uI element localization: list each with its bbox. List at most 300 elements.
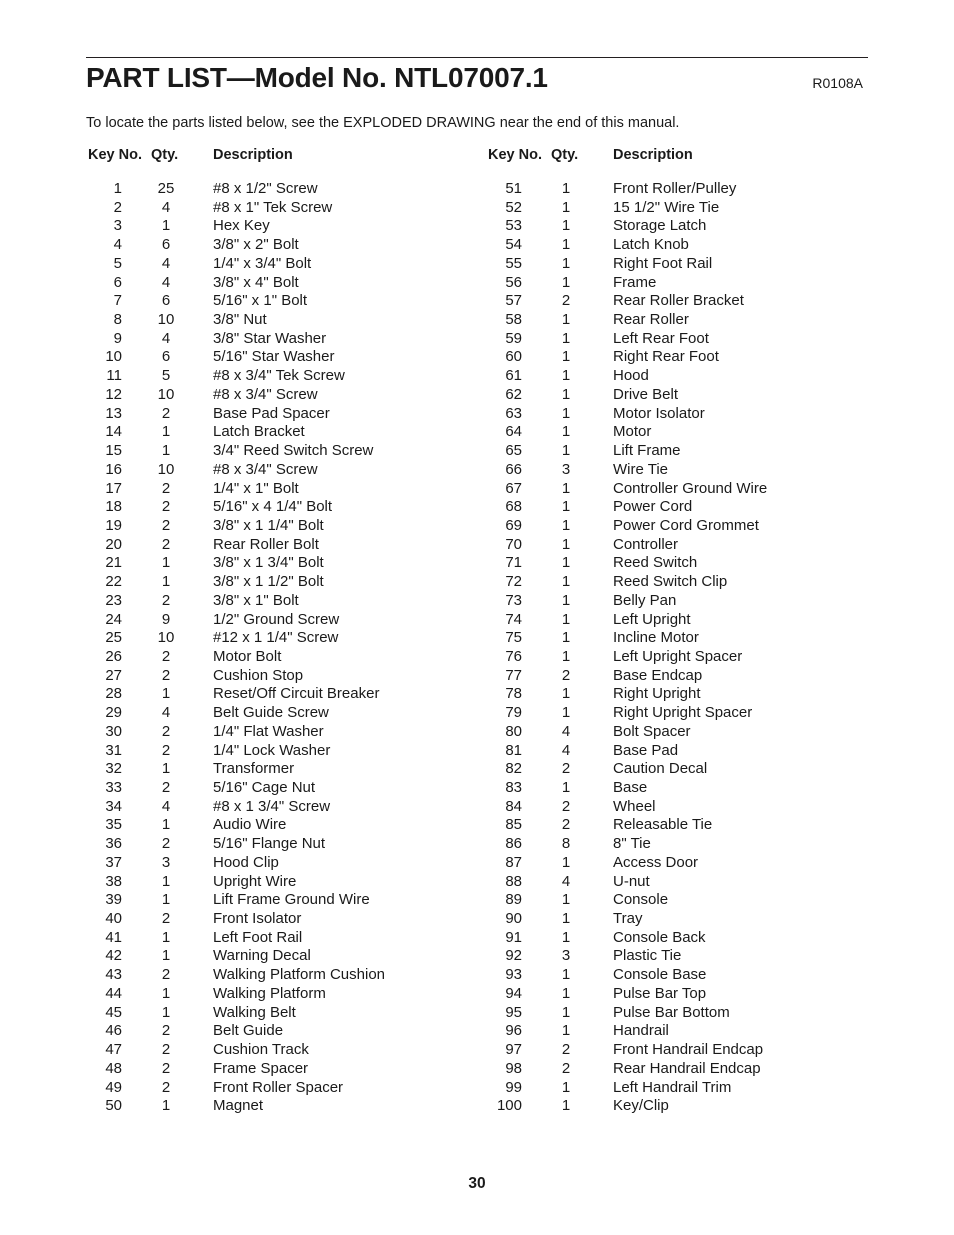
part-qty: 1 [561, 423, 571, 441]
part-key-no: 1 [113, 180, 122, 197]
part-row [86, 180, 466, 199]
part-row [86, 611, 466, 630]
part-key-no: 76 [505, 647, 522, 665]
part-row [486, 910, 866, 929]
part-qty: 2 [161, 647, 171, 665]
part-key-no: 30 [105, 722, 122, 740]
part-key-no: 97 [505, 1041, 522, 1059]
part-description: 5/16" Cage Nut [213, 779, 316, 796]
part-key-no: 45 [105, 1003, 122, 1021]
part-qty: 2 [161, 535, 171, 553]
part-row [486, 255, 866, 274]
part-key-no: 100 [496, 1097, 522, 1115]
part-description: Releasable Tie [613, 816, 713, 834]
part-row [86, 274, 466, 293]
part-qty: 1 [161, 442, 171, 460]
part-row [86, 629, 466, 648]
part-key-no: 43 [105, 966, 122, 984]
part-row [86, 648, 466, 667]
part-row [86, 442, 466, 461]
part-row [486, 629, 866, 648]
part-qty: 1 [561, 629, 571, 647]
part-description: Right Rear Foot [613, 348, 719, 366]
part-row [86, 217, 466, 236]
part-qty: 2 [561, 797, 571, 815]
part-row [86, 835, 466, 854]
part-row [486, 742, 866, 761]
part-key-no: 13 [105, 404, 122, 422]
part-row [486, 1041, 866, 1060]
part-key-no: 91 [505, 928, 522, 946]
part-description: Latch Knob [613, 236, 689, 254]
part-key-no: 6 [113, 273, 122, 291]
part-description: 3/8" x 1 1/2" Bolt [213, 573, 324, 591]
part-qty: 1 [561, 966, 571, 984]
part-description: Lift Frame [613, 442, 681, 460]
part-qty: 3 [561, 947, 571, 965]
part-qty: 1 [161, 947, 171, 965]
part-row [86, 292, 466, 311]
document-code: R0108A [812, 75, 863, 91]
part-description: U-nut [613, 872, 650, 890]
part-description: Storage Latch [613, 217, 707, 235]
part-key-no: 69 [505, 516, 522, 534]
part-key-no: 38 [105, 872, 122, 890]
top-rule [86, 57, 868, 58]
part-qty: 8 [561, 835, 571, 853]
part-key-no: 42 [105, 947, 122, 965]
part-description: Bolt Spacer [613, 722, 691, 740]
part-qty: 2 [561, 1041, 571, 1059]
part-qty: 2 [561, 816, 571, 834]
part-row [486, 292, 866, 311]
part-description: Audio Wire [213, 816, 287, 834]
part-qty: 1 [161, 1003, 171, 1021]
part-row [86, 311, 466, 330]
part-description: Right Upright [613, 685, 701, 703]
part-key-no: 26 [105, 647, 122, 665]
part-qty: 4 [161, 329, 171, 347]
part-description: Controller Ground Wire [613, 479, 768, 497]
part-description: Key/Clip [613, 1097, 669, 1115]
part-row [86, 517, 466, 536]
header-description: Description [613, 147, 693, 163]
part-key-no: 63 [505, 404, 522, 422]
part-qty: 3 [561, 460, 571, 478]
part-qty: 1 [561, 217, 571, 235]
part-row [486, 348, 866, 367]
part-description: 15 1/2" Wire Tie [613, 198, 720, 216]
part-description: Magnet [213, 1097, 264, 1115]
part-qty: 5 [161, 367, 171, 385]
part-description: Plastic Tie [613, 947, 682, 965]
part-description: Belt Guide [213, 1022, 284, 1040]
part-key-no: 47 [105, 1041, 122, 1059]
part-description: Belly Pan [613, 591, 677, 609]
part-key-no: 32 [105, 760, 122, 778]
part-description: 1/4" x 1" Bolt [213, 479, 299, 497]
part-description: 3/4" Reed Switch Screw [213, 442, 374, 460]
part-description: Right Foot Rail [613, 254, 713, 272]
parts-column-right [486, 145, 866, 1116]
part-qty: 1 [561, 591, 571, 609]
part-description: 3/8" x 1 1/4" Bolt [213, 516, 324, 534]
part-row [486, 236, 866, 255]
part-key-no: 54 [505, 236, 522, 254]
part-qty: 2 [161, 779, 171, 796]
part-key-no: 85 [505, 816, 522, 834]
part-qty: 1 [561, 180, 571, 197]
part-row [486, 723, 866, 742]
part-qty: 10 [157, 629, 175, 647]
part-qty: 10 [157, 460, 175, 478]
part-row [86, 873, 466, 892]
part-key-no: 73 [505, 591, 522, 609]
part-row [86, 910, 466, 929]
part-description: Console Base [613, 966, 707, 984]
part-row [86, 854, 466, 873]
parts-list-left [86, 180, 466, 1116]
part-row [86, 461, 466, 480]
part-row [486, 667, 866, 686]
part-row [486, 854, 866, 873]
part-key-no: 87 [505, 853, 522, 871]
part-row [86, 236, 466, 255]
part-qty: 4 [161, 198, 171, 216]
part-description: Frame [613, 273, 657, 291]
part-row [486, 1022, 866, 1041]
part-key-no: 8 [113, 311, 122, 329]
part-description: Front Roller/Pulley [613, 180, 737, 197]
part-row [486, 1097, 866, 1116]
part-row [486, 573, 866, 592]
part-row [486, 180, 866, 199]
part-key-no: 59 [505, 329, 522, 347]
part-row [486, 685, 866, 704]
part-description: Warning Decal [213, 947, 311, 965]
part-qty: 1 [561, 273, 571, 291]
part-qty: 1 [561, 236, 571, 254]
part-row [86, 367, 466, 386]
part-row [486, 386, 866, 405]
part-description: 8" Tie [613, 835, 651, 853]
part-key-no: 7 [113, 292, 122, 310]
header-description: Description [213, 147, 293, 163]
part-description: Pulse Bar Top [613, 984, 707, 1002]
part-description: Walking Belt [213, 1003, 296, 1021]
part-description: Motor [613, 423, 652, 441]
part-row [486, 798, 866, 817]
part-description: #8 x 3/4" Tek Screw [213, 367, 345, 385]
part-row [486, 330, 866, 349]
part-row [486, 947, 866, 966]
part-qty: 1 [561, 573, 571, 591]
part-qty: 2 [161, 666, 171, 684]
part-qty: 1 [561, 535, 571, 553]
part-qty: 2 [561, 292, 571, 310]
part-qty: 1 [161, 760, 171, 778]
part-key-no: 41 [105, 928, 122, 946]
part-key-no: 75 [505, 629, 522, 647]
part-qty: 1 [561, 1097, 571, 1115]
part-qty: 1 [161, 423, 171, 441]
part-row [86, 985, 466, 1004]
part-qty: 2 [161, 1078, 171, 1096]
header-key-no: Key No. [88, 147, 142, 163]
part-row [86, 405, 466, 424]
part-qty: 1 [561, 928, 571, 946]
part-description: 3/8" x 1 3/4" Bolt [213, 554, 324, 572]
page-number: 30 [468, 1175, 486, 1192]
part-key-no: 46 [105, 1022, 122, 1040]
part-description: Access Door [613, 853, 699, 871]
part-key-no: 19 [105, 516, 122, 534]
part-key-no: 12 [105, 385, 122, 403]
part-qty: 4 [161, 704, 171, 722]
part-row [86, 573, 466, 592]
part-row [486, 779, 866, 798]
part-qty: 25 [157, 180, 175, 197]
part-row [86, 1004, 466, 1023]
part-description: Front Handrail Endcap [613, 1041, 764, 1059]
part-key-no: 9 [113, 329, 122, 347]
part-key-no: 53 [505, 217, 522, 235]
part-key-no: 33 [105, 779, 122, 796]
part-key-no: 71 [505, 554, 522, 572]
part-key-no: 94 [505, 984, 522, 1002]
part-row [486, 274, 866, 293]
part-qty: 4 [161, 273, 171, 291]
part-row [486, 405, 866, 424]
part-description: Wire Tie [613, 460, 669, 478]
part-qty: 1 [561, 779, 571, 796]
part-row [486, 985, 866, 1004]
part-description: Left Foot Rail [213, 928, 303, 946]
part-description: Base [613, 779, 648, 796]
part-key-no: 99 [505, 1078, 522, 1096]
part-description: Hood Clip [213, 853, 279, 871]
part-key-no: 77 [505, 666, 522, 684]
part-qty: 2 [161, 404, 171, 422]
part-row [86, 498, 466, 517]
part-key-no: 80 [505, 722, 522, 740]
part-qty: 9 [161, 610, 171, 628]
page-title: PART LIST—Model No. NTL07007.1 [86, 62, 548, 93]
part-description: Hex Key [213, 217, 270, 235]
part-description: Reed Switch [613, 554, 698, 572]
part-qty: 2 [161, 479, 171, 497]
part-qty: 1 [561, 891, 571, 909]
part-row [486, 760, 866, 779]
part-row [86, 348, 466, 367]
part-key-no: 49 [105, 1078, 122, 1096]
part-description: 5/16" Flange Nut [213, 835, 326, 853]
part-description: Front Roller Spacer [213, 1078, 344, 1096]
part-description: 3/8" x 4" Bolt [213, 273, 299, 291]
part-description: Latch Bracket [213, 423, 305, 441]
part-description: 3/8" Nut [213, 311, 267, 329]
header-qty: Qty. [551, 147, 579, 163]
part-qty: 1 [561, 1003, 571, 1021]
part-key-no: 34 [105, 797, 122, 815]
part-description: Walking Platform Cushion [213, 966, 386, 984]
part-row [86, 1041, 466, 1060]
part-description: Right Upright Spacer [613, 704, 753, 722]
part-description: Upright Wire [213, 872, 297, 890]
part-description: Motor Bolt [213, 647, 282, 665]
part-qty: 1 [161, 1097, 171, 1115]
part-qty: 6 [161, 348, 171, 366]
column-header [486, 145, 866, 165]
part-key-no: 98 [505, 1059, 522, 1077]
part-description: Rear Roller [613, 311, 689, 329]
part-description: Base Pad Spacer [213, 404, 330, 422]
part-qty: 2 [161, 498, 171, 516]
part-qty: 1 [561, 647, 571, 665]
part-row [86, 386, 466, 405]
part-qty: 2 [161, 1059, 171, 1077]
part-qty: 10 [157, 385, 175, 403]
column-header [86, 145, 466, 165]
part-description: Cushion Track [213, 1041, 309, 1059]
part-qty: 1 [561, 498, 571, 516]
part-key-no: 17 [105, 479, 122, 497]
part-qty: 1 [161, 872, 171, 890]
part-description: Walking Platform [213, 984, 326, 1002]
part-description: Frame Spacer [213, 1059, 309, 1077]
part-description: Reed Switch Clip [613, 573, 728, 591]
part-qty: 1 [561, 1078, 571, 1096]
part-key-no: 28 [105, 685, 122, 703]
part-row [486, 873, 866, 892]
part-row [86, 760, 466, 779]
part-qty: 1 [561, 984, 571, 1002]
part-description: 3/8" Star Washer [213, 329, 327, 347]
part-key-no: 74 [505, 610, 522, 628]
part-key-no: 81 [505, 741, 522, 759]
part-row [86, 536, 466, 555]
part-key-no: 25 [105, 629, 122, 647]
part-row [86, 554, 466, 573]
part-description: Reset/Off Circuit Breaker [213, 685, 380, 703]
part-key-no: 86 [505, 835, 522, 853]
part-qty: 1 [161, 573, 171, 591]
part-description: Rear Roller Bolt [213, 535, 319, 553]
part-qty: 1 [561, 404, 571, 422]
part-description: Hood [613, 367, 649, 385]
part-description: Motor Isolator [613, 404, 705, 422]
part-qty: 1 [561, 685, 571, 703]
part-row [486, 311, 866, 330]
part-row [486, 217, 866, 236]
part-description: Controller [613, 535, 679, 553]
part-row [486, 966, 866, 985]
part-qty: 4 [561, 722, 571, 740]
part-description: 5/16" x 4 1/4" Bolt [213, 498, 333, 516]
part-qty: 1 [561, 367, 571, 385]
part-row [86, 816, 466, 835]
part-key-no: 72 [505, 573, 522, 591]
part-row [486, 611, 866, 630]
part-row [86, 779, 466, 798]
part-qty: 1 [561, 704, 571, 722]
part-key-no: 36 [105, 835, 122, 853]
parts-list-right [486, 180, 866, 1116]
part-row [486, 1060, 866, 1079]
part-row [486, 929, 866, 948]
part-qty: 1 [561, 198, 571, 216]
part-qty: 3 [161, 853, 171, 871]
part-row [486, 816, 866, 835]
part-row [86, 1079, 466, 1098]
part-qty: 6 [161, 292, 171, 310]
part-description: Power Cord [613, 498, 693, 516]
part-description: Power Cord Grommet [613, 516, 759, 534]
part-description: Left Handrail Trim [613, 1078, 732, 1096]
part-key-no: 40 [105, 910, 122, 928]
part-description: 1/4" Flat Washer [213, 722, 324, 740]
part-qty: 1 [561, 910, 571, 928]
part-key-no: 57 [505, 292, 522, 310]
part-key-no: 95 [505, 1003, 522, 1021]
part-row [86, 1060, 466, 1079]
part-description: 5/16" Star Washer [213, 348, 335, 366]
header-qty: Qty. [151, 147, 179, 163]
part-key-no: 66 [505, 460, 522, 478]
part-key-no: 61 [505, 367, 522, 385]
part-qty: 2 [561, 760, 571, 778]
part-key-no: 29 [105, 704, 122, 722]
part-description: Rear Handrail Endcap [613, 1059, 761, 1077]
part-qty: 1 [161, 928, 171, 946]
part-key-no: 96 [505, 1022, 522, 1040]
part-key-no: 11 [106, 367, 122, 385]
part-key-no: 89 [505, 891, 522, 909]
part-qty: 1 [161, 217, 171, 235]
header-key-no: Key No. [488, 147, 542, 163]
part-key-no: 3 [113, 217, 122, 235]
part-key-no: 51 [505, 180, 522, 197]
part-qty: 1 [161, 685, 171, 703]
part-key-no: 58 [505, 311, 522, 329]
part-qty: 1 [561, 348, 571, 366]
part-row [86, 891, 466, 910]
part-row [86, 929, 466, 948]
part-description: #8 x 3/4" Screw [213, 460, 318, 478]
part-row [486, 891, 866, 910]
part-key-no: 24 [105, 610, 122, 628]
part-description: Transformer [213, 760, 295, 778]
part-description: Base Pad [613, 741, 679, 759]
part-qty: 1 [161, 554, 171, 572]
part-row [86, 685, 466, 704]
part-description: Incline Motor [613, 629, 699, 647]
part-qty: 2 [161, 741, 171, 759]
part-key-no: 39 [105, 891, 122, 909]
part-qty: 1 [561, 385, 571, 403]
part-qty: 2 [161, 835, 171, 853]
part-qty: 1 [561, 442, 571, 460]
part-description: Base Endcap [613, 666, 703, 684]
part-key-no: 62 [505, 385, 522, 403]
part-row [86, 742, 466, 761]
part-key-no: 2 [113, 198, 122, 216]
part-key-no: 92 [505, 947, 522, 965]
part-description: Front Isolator [213, 910, 302, 928]
part-key-no: 21 [105, 554, 122, 572]
part-row [486, 480, 866, 499]
part-qty: 4 [561, 741, 571, 759]
